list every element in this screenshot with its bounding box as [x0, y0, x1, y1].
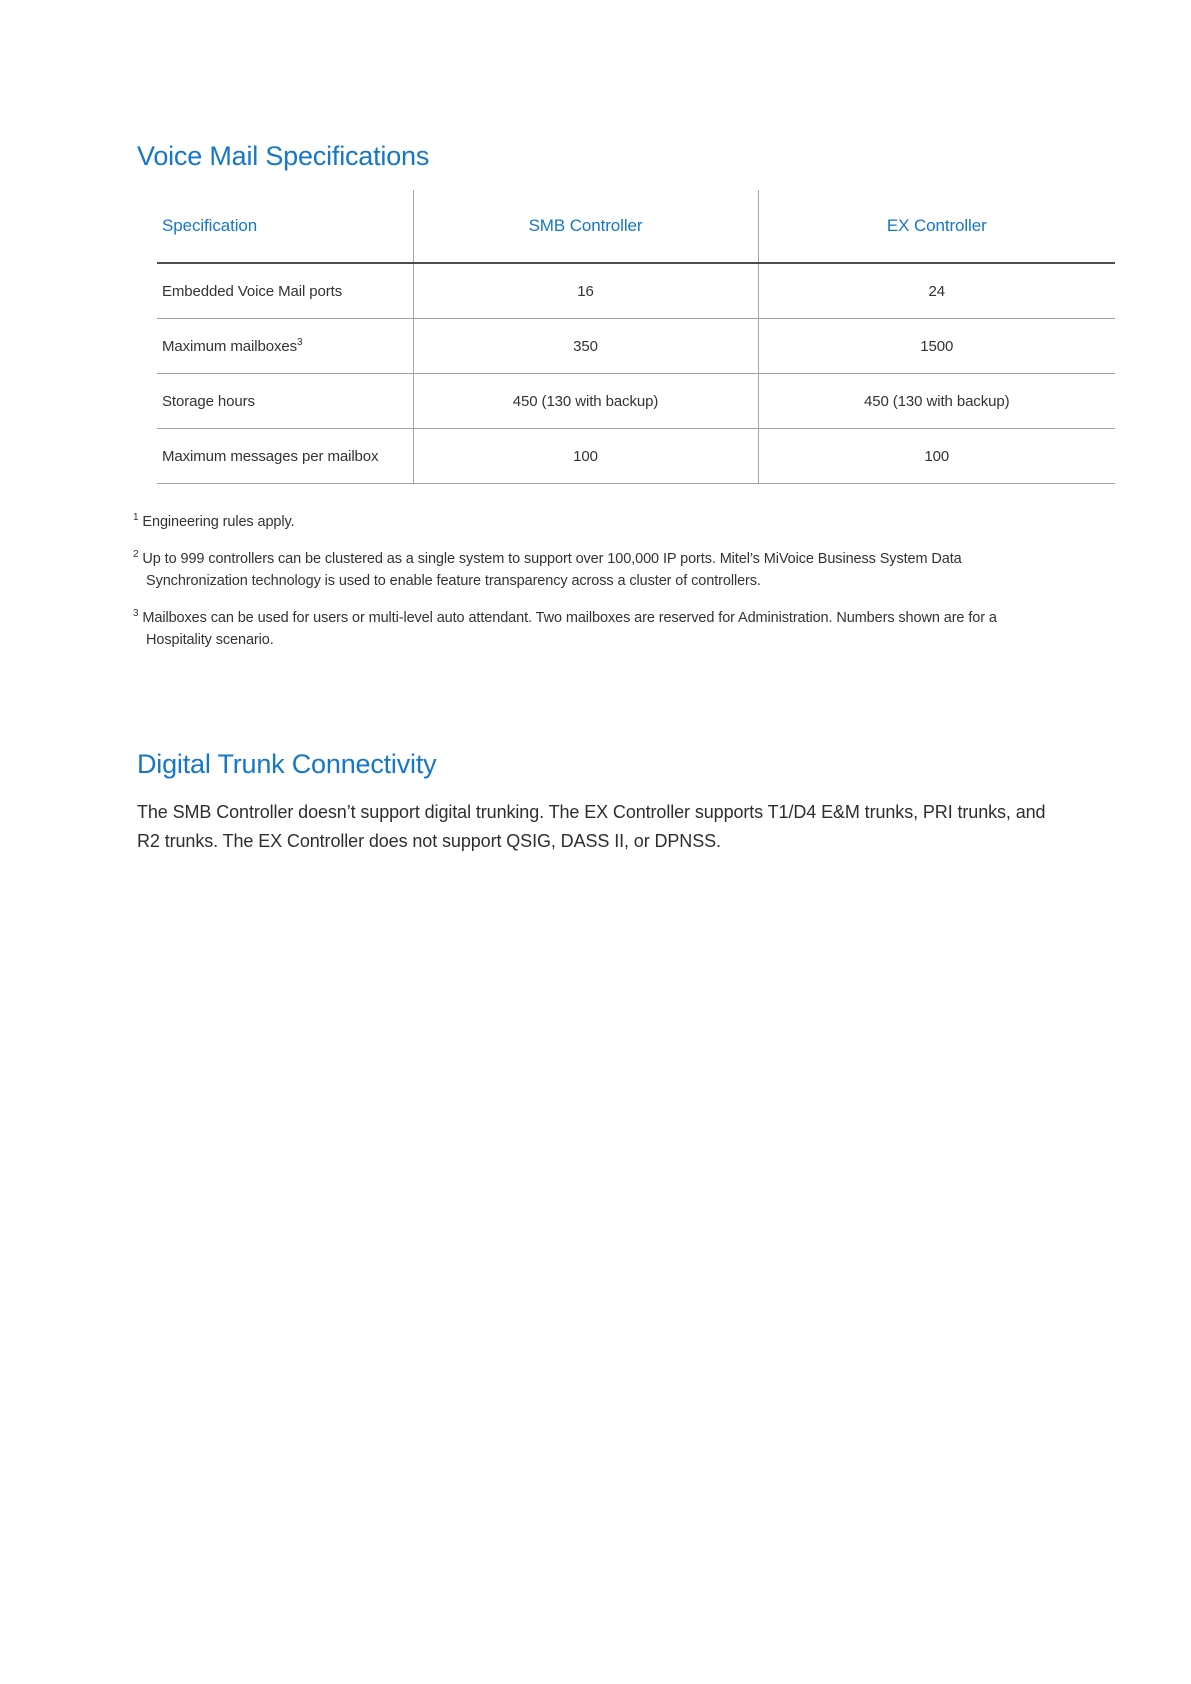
- table-row: [157, 263, 1115, 319]
- footnote-marker: 3: [133, 608, 139, 620]
- column-header-ex-controller: EX Controller: [758, 190, 1115, 263]
- footnotes-block: [133, 511, 1013, 666]
- spec-label: [157, 319, 413, 374]
- spec-label-text: Embedded Voice Mail ports: [162, 282, 343, 300]
- column-header-smb-controller: SMB Controller: [413, 190, 758, 263]
- section-title-digital-trunk-connectivity: Digital Trunk Connectivity: [137, 749, 437, 779]
- spec-label: [157, 374, 413, 429]
- spec-label-text: Maximum messages per mailbox: [162, 447, 379, 465]
- ex-value: 450 (130 with backup): [758, 374, 1115, 429]
- footnote-text: Up to 999 controllers can be clustered as a single system to support over 100,000 IP ports. Mitel’s MiVoice Business System Data Synchronization technology is used to enable feature transparency across a cluster of controllers.: [142, 551, 962, 589]
- ex-value: 100: [758, 429, 1115, 484]
- footnote-marker: 1: [133, 512, 139, 524]
- footnote-text: Engineering rules apply.: [142, 514, 295, 530]
- table-row: [157, 429, 1115, 484]
- section-title-voice-mail-specifications: Voice Mail Specifications: [137, 141, 430, 171]
- smb-value: 16: [413, 263, 758, 319]
- spec-label-text: Storage hours: [162, 392, 255, 410]
- ex-value: 24: [758, 263, 1115, 319]
- table-row: [157, 319, 1115, 374]
- table-header-row: [157, 190, 1115, 263]
- column-header-specification: Specification: [157, 190, 413, 263]
- footnote-1: [133, 511, 1013, 533]
- footnote-3: [133, 607, 1013, 651]
- spec-label-superscript: 3: [297, 336, 303, 348]
- smb-value: 450 (130 with backup): [413, 374, 758, 429]
- table-row: [157, 374, 1115, 429]
- digital-trunk-paragraph: The SMB Controller doesn’t support digital trunking. The EX Controller supports T1/D4 E&M trunks, PRI trunks, and R2 trunks. The EX Controller does not support QSIG, DASS II, or DPNSS.: [137, 802, 1046, 851]
- footnote-marker: 2: [133, 549, 139, 561]
- voice-mail-spec-table: [157, 190, 1115, 484]
- footnote-2: [133, 548, 1013, 592]
- spec-label: [157, 263, 413, 319]
- footnote-text: Mailboxes can be used for users or multi-level auto attendant. Two mailboxes are reserved for Administration. Numbers shown are for a Hospitality scenario.: [142, 610, 997, 648]
- smb-value: 350: [413, 319, 758, 374]
- spec-label-text: Maximum mailboxes: [162, 337, 297, 355]
- smb-value: 100: [413, 429, 758, 484]
- ex-value: 1500: [758, 319, 1115, 374]
- spec-label: [157, 429, 413, 484]
